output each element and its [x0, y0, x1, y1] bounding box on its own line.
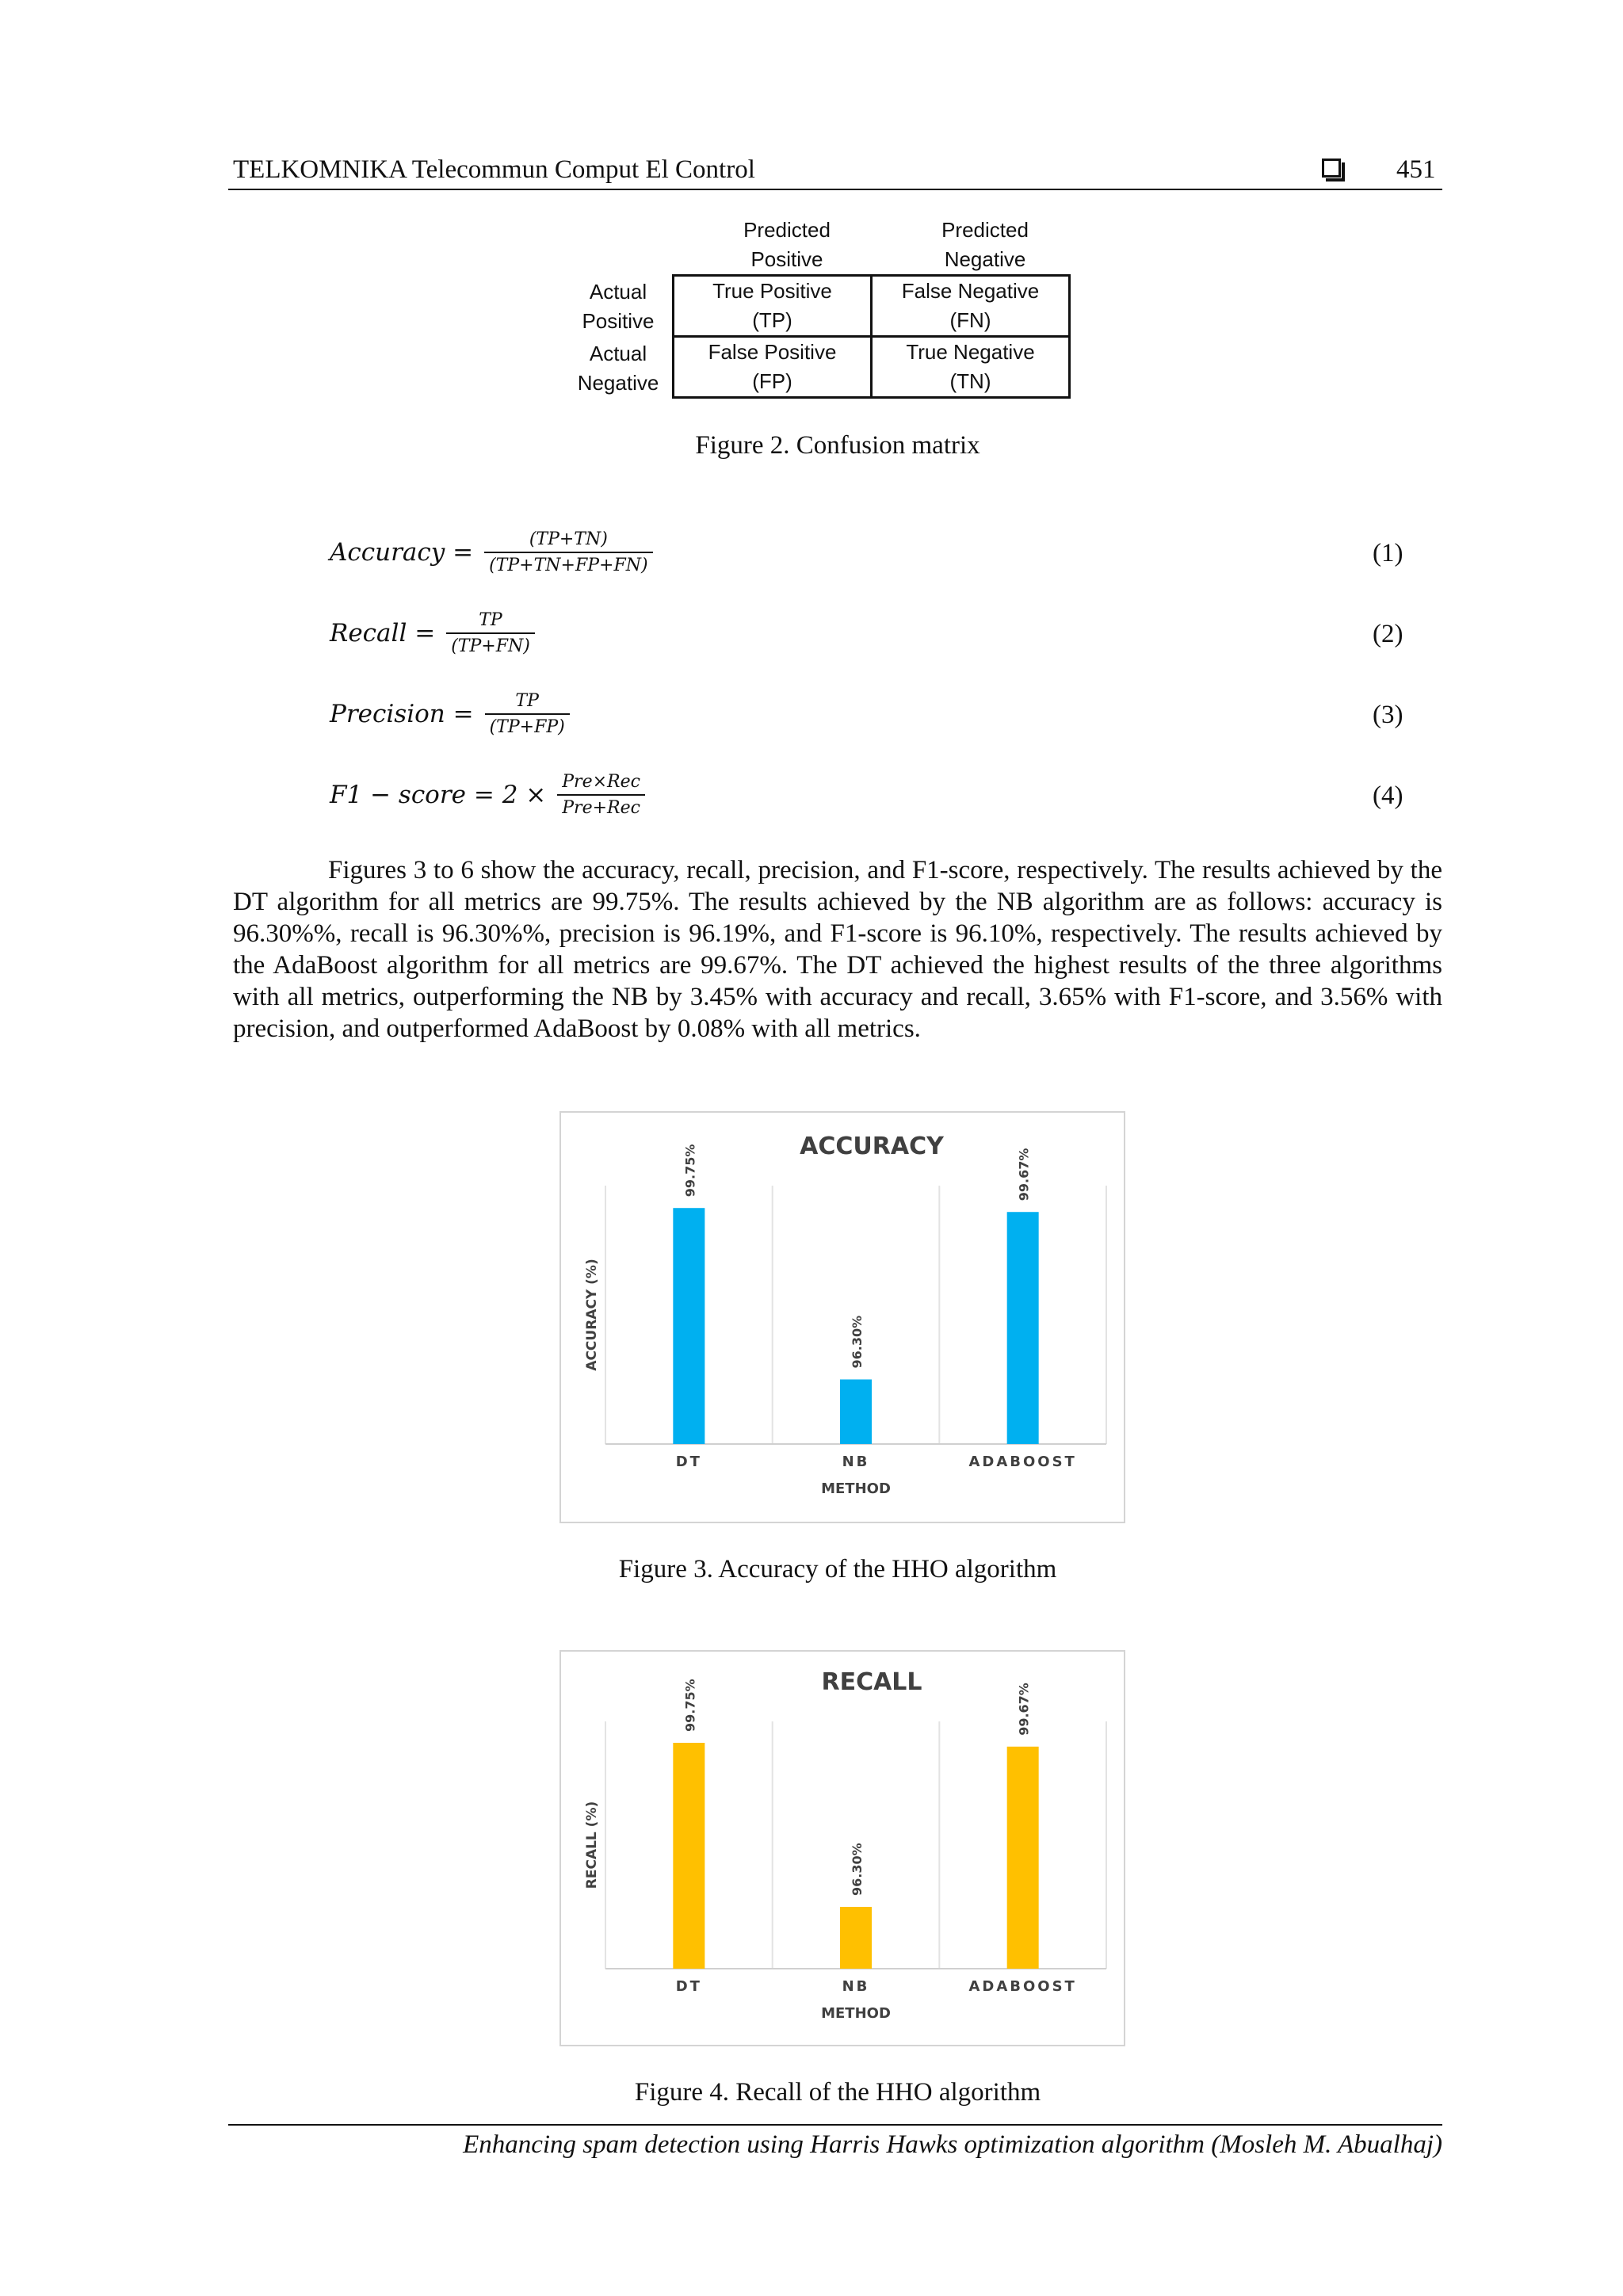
accuracy-tick-label-adaboost: ADABOOST	[968, 1454, 1077, 1470]
journal-header: TELKOMNIKA Telecommun Comput El Control	[233, 155, 755, 184]
recall-chart-title: RECALL	[821, 1668, 922, 1696]
recall-x-axis-label: METHOD	[821, 2005, 891, 2022]
row-header-actual-negative: Actual Negative	[577, 342, 659, 395]
figure-4-caption: Figure 4. Recall of the HHO algorithm	[634, 2078, 1041, 2107]
equation-lhs: Recall =	[330, 619, 436, 648]
footer-citation: Enhancing spam detection using Harris Hawks optimization algorithm (Mosleh M. Abualhaj)	[463, 2130, 1442, 2159]
recall-tick-label-adaboost: ADABOOST	[968, 1978, 1077, 1995]
row-header-actual-positive: Actual Positive	[582, 280, 655, 333]
recall-chart	[559, 1650, 1125, 2046]
equation-lhs: Accuracy =	[330, 538, 474, 567]
accuracy-chart-svg	[561, 1113, 1127, 1525]
cell-false-positive: False Positive (FP)	[672, 335, 873, 399]
equation-denominator: (TP+TN+FP+FN)	[484, 552, 652, 575]
page-number: 451	[1396, 155, 1436, 184]
recall-tick-label-nb: NB	[842, 1978, 870, 1995]
col-header-predicted-positive: Predicted Positive	[743, 218, 831, 271]
recall-data-label-dt: 99.75%	[682, 1679, 698, 1732]
equation-lhs: F1 − score = 2 ×	[330, 781, 547, 809]
accuracy-bar-adaboost	[1007, 1212, 1039, 1444]
recall-chart-svg	[561, 1652, 1127, 2048]
header-square-icon	[1322, 159, 1341, 178]
recall-bar-nb	[840, 1907, 872, 1969]
equation-number-3: (3)	[1373, 701, 1403, 729]
equation-numerator: (TP+TN)	[529, 529, 608, 549]
accuracy-x-axis-label: METHOD	[821, 1480, 891, 1497]
accuracy-chart	[559, 1111, 1125, 1523]
accuracy-bar-dt	[673, 1208, 705, 1444]
recall-data-label-nb: 96.30%	[850, 1843, 865, 1896]
equation-denominator: (TP+FN)	[446, 632, 535, 656]
cell-true-positive: True Positive (TP)	[672, 274, 873, 338]
accuracy-tick-label-nb: NB	[842, 1454, 870, 1470]
paragraph-text: Figures 3 to 6 show the accuracy, recall, precision, and F1-score, respectively. The results achieved by the DT algorithm for all metrics are 99.75%. The results achieved by the NB algorithm are as follows: accuracy is 96.30%%, recall is 96.30%%, precision is 96.19%, and F1-score is 96.10%, respectively. The results achieved by the AdaBoost algorithm for all metrics are 99.67%. The DT achieved the highest results of the three algorithms with all metrics, outperforming the NB by 3.45% with accuracy and recall, 3.65% with F1-score, and 3.56% with precision, and outperformed AdaBoost by 0.08% with all metrics.	[233, 856, 1442, 1043]
recall-bar-dt	[673, 1743, 705, 1969]
equation-numerator: TP	[479, 610, 502, 630]
equation-denominator: (TP+FP)	[485, 713, 570, 737]
accuracy-y-axis-label: ACCURACY (%)	[584, 1259, 600, 1371]
equation-accuracy	[330, 529, 653, 575]
results-paragraph	[233, 854, 1442, 1045]
equation-number-1: (1)	[1373, 539, 1403, 567]
cell-true-negative: True Negative (TN)	[870, 335, 1071, 399]
accuracy-chart-title: ACCURACY	[800, 1133, 944, 1160]
accuracy-data-label-dt: 99.75%	[682, 1144, 698, 1198]
equation-numerator: Pre×Rec	[562, 772, 640, 792]
figure-3-caption: Figure 3. Accuracy of the HHO algorithm	[618, 1555, 1057, 1584]
equation-lhs: Precision =	[330, 700, 474, 728]
equation-number-2: (2)	[1373, 620, 1403, 648]
accuracy-bar-nb	[840, 1380, 872, 1445]
recall-data-label-adaboost: 99.67%	[1016, 1683, 1032, 1736]
equation-f1-score	[330, 772, 645, 818]
footer-rule	[228, 2124, 1442, 2126]
confusion-matrix	[555, 214, 1094, 404]
col-header-predicted-negative: Predicted Negative	[941, 218, 1029, 271]
recall-tick-label-dt: DT	[675, 1978, 702, 1995]
accuracy-data-label-nb: 96.30%	[850, 1315, 865, 1369]
equation-denominator: Pre+Rec	[557, 794, 645, 818]
figure-2-caption: Figure 2. Confusion matrix	[695, 431, 980, 460]
cell-false-negative: False Negative (FN)	[870, 274, 1071, 338]
equation-precision	[330, 691, 570, 737]
recall-y-axis-label: RECALL (%)	[584, 1801, 600, 1889]
header-rule	[228, 189, 1442, 190]
equation-number-4: (4)	[1373, 781, 1403, 810]
equation-numerator: TP	[515, 691, 539, 711]
recall-bar-adaboost	[1007, 1747, 1039, 1969]
accuracy-tick-label-dt: DT	[675, 1454, 702, 1470]
accuracy-data-label-adaboost: 99.67%	[1016, 1148, 1032, 1201]
equation-recall	[330, 610, 535, 656]
